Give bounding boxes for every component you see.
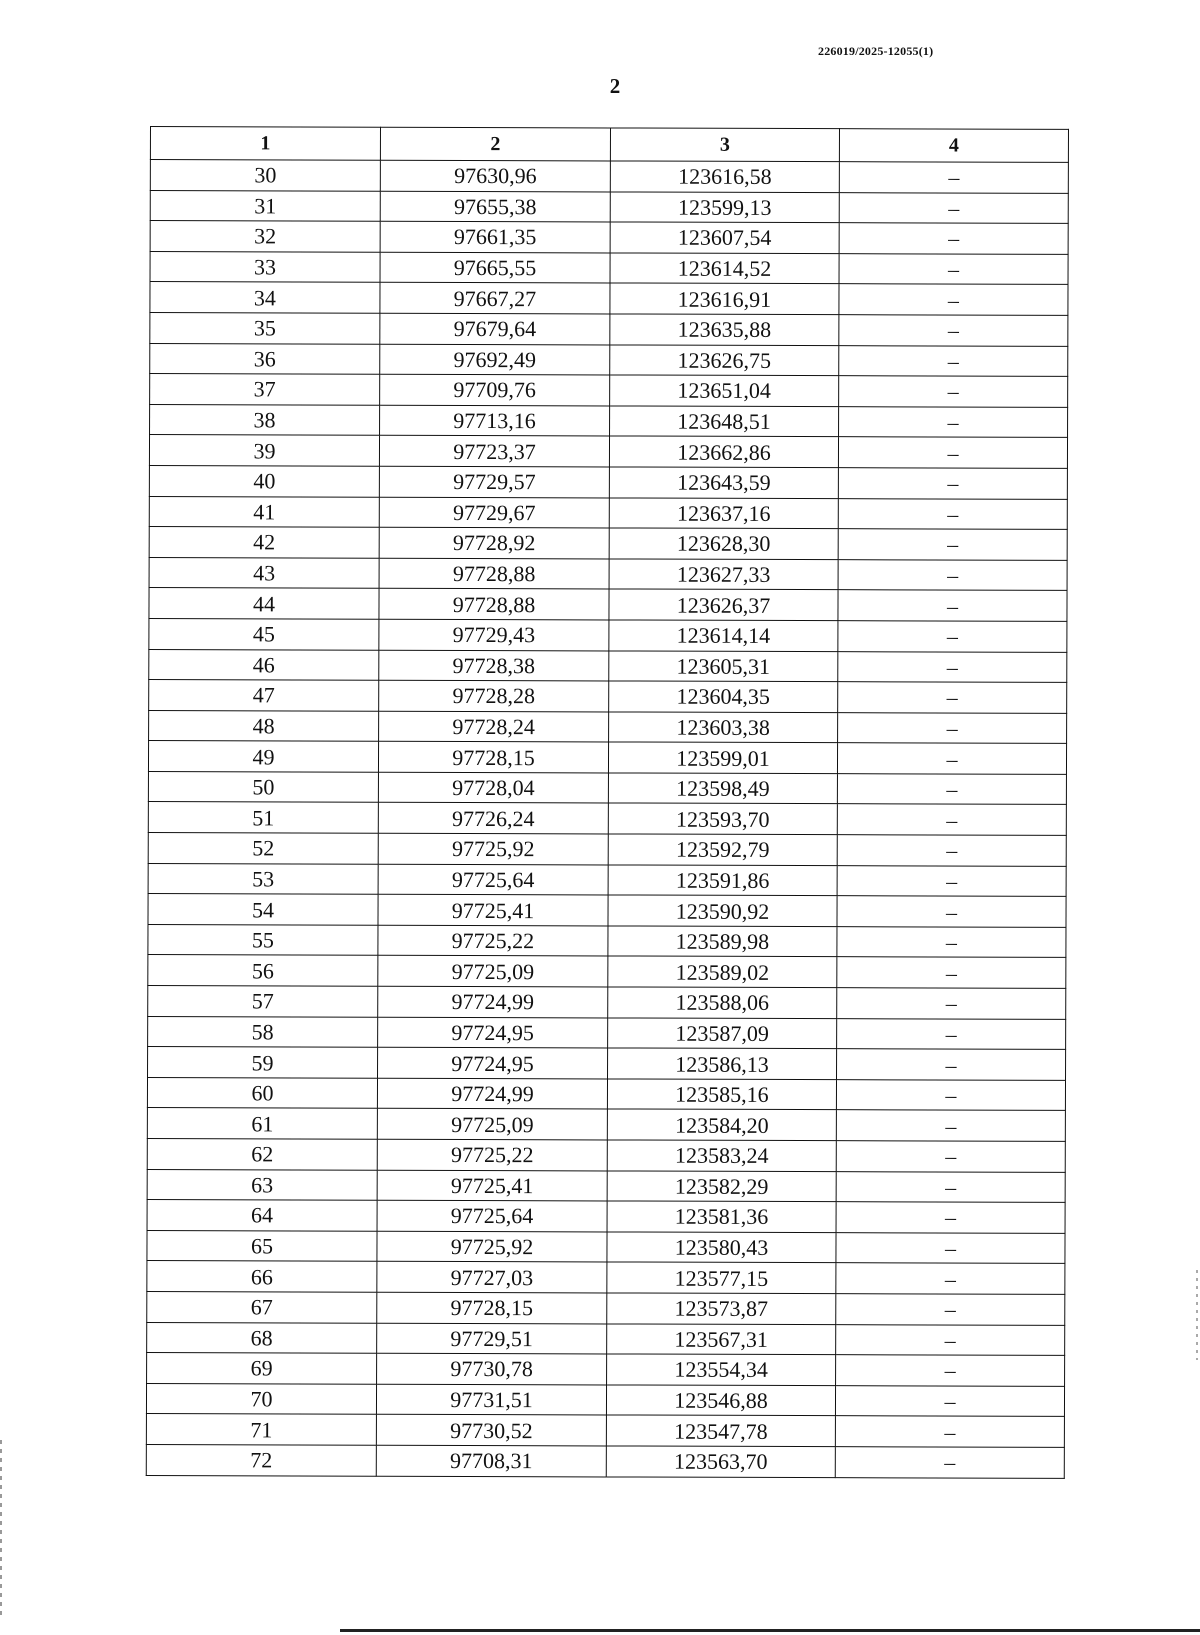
column-4-cell: – — [835, 1447, 1064, 1478]
column-header-2: 2 — [380, 127, 610, 161]
x-coordinate-cell: 97725,41 — [377, 1170, 607, 1201]
x-coordinate-cell: 97708,31 — [376, 1445, 606, 1476]
column-4-cell: – — [839, 223, 1068, 254]
table-row — [148, 986, 1066, 1019]
table-row — [149, 527, 1067, 560]
x-coordinate-cell: 97731,51 — [376, 1384, 606, 1415]
point-number-cell: 34 — [150, 282, 380, 313]
y-coordinate-cell: 123616,91 — [610, 283, 839, 314]
column-4-cell: – — [837, 896, 1066, 927]
column-4-cell: – — [838, 651, 1067, 682]
y-coordinate-cell: 123651,04 — [610, 375, 839, 406]
x-coordinate-cell: 97692,49 — [380, 344, 610, 375]
y-coordinate-cell: 123586,13 — [608, 1048, 837, 1079]
x-coordinate-cell: 97728,38 — [379, 650, 609, 681]
column-4-cell: – — [838, 529, 1067, 560]
point-number-cell: 42 — [149, 527, 379, 558]
point-number-cell: 51 — [148, 802, 378, 833]
column-header-4: 4 — [839, 129, 1068, 163]
column-4-cell: – — [836, 1355, 1065, 1386]
point-number-cell: 72 — [146, 1444, 376, 1475]
point-number-cell: 50 — [148, 771, 378, 802]
point-number-cell: 63 — [147, 1169, 377, 1200]
table-row — [147, 1169, 1065, 1202]
table-header-row — [150, 127, 1068, 163]
y-coordinate-cell: 123584,20 — [607, 1109, 836, 1140]
y-coordinate-cell: 123563,70 — [606, 1446, 835, 1477]
table-row — [148, 1016, 1066, 1049]
y-coordinate-cell: 123628,30 — [609, 528, 838, 559]
table-row — [148, 802, 1066, 835]
table-row — [148, 955, 1066, 988]
x-coordinate-cell: 97728,15 — [377, 1292, 607, 1323]
point-number-cell: 52 — [148, 833, 378, 864]
point-number-cell: 30 — [150, 160, 380, 191]
column-4-cell: – — [836, 1232, 1065, 1263]
scan-artifact-bottom-edge — [340, 1629, 1200, 1632]
y-coordinate-cell: 123589,98 — [608, 926, 837, 957]
x-coordinate-cell: 97729,43 — [379, 619, 609, 650]
y-coordinate-cell: 123583,24 — [607, 1140, 836, 1171]
table-row — [149, 557, 1067, 590]
y-coordinate-cell: 123587,09 — [608, 1018, 837, 1049]
x-coordinate-cell: 97724,99 — [378, 986, 608, 1017]
coordinates-table-container — [146, 126, 1072, 1478]
point-number-cell: 31 — [150, 190, 380, 221]
y-coordinate-cell: 123573,87 — [607, 1293, 836, 1324]
x-coordinate-cell: 97667,27 — [380, 283, 610, 314]
x-coordinate-cell: 97630,96 — [380, 160, 610, 191]
table-row — [149, 496, 1067, 529]
document-id: 226019/2025-12055(1) — [818, 44, 934, 58]
y-coordinate-cell: 123577,15 — [607, 1262, 836, 1293]
column-4-cell: – — [836, 1294, 1065, 1325]
y-coordinate-cell: 123582,29 — [607, 1171, 836, 1202]
column-4-cell: – — [837, 743, 1066, 774]
column-4-cell: – — [836, 1141, 1065, 1172]
table-row — [149, 710, 1067, 743]
y-coordinate-cell: 123591,86 — [608, 865, 837, 896]
y-coordinate-cell: 123605,31 — [609, 650, 838, 681]
y-coordinate-cell: 123567,31 — [607, 1324, 836, 1355]
table-row — [147, 1322, 1065, 1355]
x-coordinate-cell: 97713,16 — [380, 405, 610, 436]
y-coordinate-cell: 123546,88 — [606, 1385, 835, 1416]
point-number-cell: 33 — [150, 251, 380, 282]
x-coordinate-cell: 97725,92 — [378, 833, 608, 864]
x-coordinate-cell: 97725,09 — [378, 956, 608, 987]
y-coordinate-cell: 123554,34 — [607, 1354, 836, 1385]
point-number-cell: 49 — [148, 741, 378, 772]
table-row — [149, 435, 1067, 468]
point-number-cell: 59 — [148, 1047, 378, 1078]
column-4-cell: – — [838, 559, 1067, 590]
y-coordinate-cell: 123648,51 — [610, 406, 839, 437]
x-coordinate-cell: 97724,95 — [378, 1017, 608, 1048]
table-row — [147, 1291, 1065, 1324]
column-header-1: 1 — [150, 127, 380, 161]
x-coordinate-cell: 97727,03 — [377, 1262, 607, 1293]
y-coordinate-cell: 123607,54 — [610, 222, 839, 253]
table-row — [150, 282, 1068, 315]
table-row — [147, 1261, 1065, 1294]
x-coordinate-cell: 97729,51 — [377, 1323, 607, 1354]
point-number-cell: 71 — [146, 1414, 376, 1445]
y-coordinate-cell: 123635,88 — [610, 314, 839, 345]
column-4-cell: – — [837, 957, 1066, 988]
point-number-cell: 58 — [148, 1016, 378, 1047]
table-row — [149, 649, 1067, 682]
column-4-cell: – — [839, 284, 1068, 315]
y-coordinate-cell: 123588,06 — [608, 987, 837, 1018]
y-coordinate-cell: 123598,49 — [608, 773, 837, 804]
column-4-cell: – — [838, 712, 1067, 743]
x-coordinate-cell: 97725,64 — [378, 864, 608, 895]
point-number-cell: 53 — [148, 863, 378, 894]
table-row — [147, 1200, 1065, 1233]
column-4-cell: – — [835, 1416, 1064, 1447]
x-coordinate-cell: 97730,78 — [377, 1353, 607, 1384]
x-coordinate-cell: 97709,76 — [380, 374, 610, 405]
x-coordinate-cell: 97679,64 — [380, 313, 610, 344]
point-number-cell: 32 — [150, 221, 380, 252]
y-coordinate-cell: 123616,58 — [610, 161, 839, 192]
column-4-cell: – — [836, 1202, 1065, 1233]
column-4-cell: – — [838, 590, 1067, 621]
point-number-cell: 47 — [149, 680, 379, 711]
x-coordinate-cell: 97728,88 — [379, 558, 609, 589]
column-4-cell: – — [837, 804, 1066, 835]
x-coordinate-cell: 97728,15 — [378, 742, 608, 773]
table-row — [149, 465, 1067, 498]
y-coordinate-cell: 123590,92 — [608, 895, 837, 926]
table-row — [148, 741, 1066, 774]
point-number-cell: 68 — [147, 1322, 377, 1353]
column-4-cell: – — [837, 927, 1066, 958]
x-coordinate-cell: 97728,04 — [378, 772, 608, 803]
y-coordinate-cell: 123547,78 — [606, 1415, 835, 1446]
x-coordinate-cell: 97730,52 — [376, 1415, 606, 1446]
point-number-cell: 46 — [149, 649, 379, 680]
table-body — [146, 160, 1068, 1478]
table-row — [150, 190, 1068, 223]
column-4-cell: – — [837, 1018, 1066, 1049]
x-coordinate-cell: 97728,88 — [379, 589, 609, 620]
x-coordinate-cell: 97725,09 — [377, 1109, 607, 1140]
column-4-cell: – — [836, 1079, 1065, 1110]
point-number-cell: 57 — [148, 986, 378, 1017]
point-number-cell: 60 — [147, 1077, 377, 1108]
column-4-cell: – — [837, 774, 1066, 805]
column-4-cell: – — [838, 468, 1067, 499]
column-4-cell: – — [838, 682, 1067, 713]
point-number-cell: 36 — [150, 343, 380, 374]
column-4-cell: – — [839, 253, 1068, 284]
x-coordinate-cell: 97725,64 — [377, 1200, 607, 1231]
table-row — [150, 221, 1068, 254]
column-4-cell: – — [838, 437, 1067, 468]
point-number-cell: 41 — [149, 496, 379, 527]
table-row — [147, 1230, 1065, 1263]
y-coordinate-cell: 123626,37 — [609, 589, 838, 620]
x-coordinate-cell: 97729,67 — [379, 497, 609, 528]
point-number-cell: 64 — [147, 1200, 377, 1231]
x-coordinate-cell: 97728,28 — [379, 680, 609, 711]
x-coordinate-cell: 97725,92 — [377, 1231, 607, 1262]
point-number-cell: 35 — [150, 312, 380, 343]
column-4-cell: – — [837, 865, 1066, 896]
column-4-cell: – — [837, 988, 1066, 1019]
x-coordinate-cell: 97661,35 — [380, 221, 610, 252]
y-coordinate-cell: 123614,14 — [609, 620, 838, 651]
column-4-cell: – — [836, 1110, 1065, 1141]
column-4-cell: – — [835, 1385, 1064, 1416]
y-coordinate-cell: 123599,13 — [610, 192, 839, 223]
x-coordinate-cell: 97665,55 — [380, 252, 610, 283]
table-row — [150, 343, 1068, 376]
table-row — [148, 833, 1066, 866]
table-row — [149, 588, 1067, 621]
table-row — [146, 1414, 1064, 1447]
point-number-cell: 66 — [147, 1261, 377, 1292]
column-4-cell: – — [839, 376, 1068, 407]
point-number-cell: 69 — [147, 1353, 377, 1384]
y-coordinate-cell: 123626,75 — [610, 345, 839, 376]
column-4-cell: – — [838, 498, 1067, 529]
table-row — [148, 1047, 1066, 1080]
y-coordinate-cell: 123581,36 — [607, 1201, 836, 1232]
page-number: 2 — [609, 74, 621, 98]
table-row — [147, 1077, 1065, 1110]
point-number-cell: 44 — [149, 588, 379, 619]
point-number-cell: 43 — [149, 557, 379, 588]
table-row — [148, 924, 1066, 957]
point-number-cell: 61 — [147, 1108, 377, 1139]
point-number-cell: 65 — [147, 1230, 377, 1261]
column-4-cell: – — [838, 621, 1067, 652]
table-row — [146, 1444, 1064, 1477]
y-coordinate-cell: 123604,35 — [609, 681, 838, 712]
y-coordinate-cell: 123614,52 — [610, 253, 839, 284]
point-number-cell: 62 — [147, 1138, 377, 1169]
y-coordinate-cell: 123599,01 — [608, 742, 837, 773]
column-4-cell: – — [837, 835, 1066, 866]
x-coordinate-cell: 97724,95 — [378, 1047, 608, 1078]
table-row — [149, 618, 1067, 651]
column-4-cell: – — [839, 345, 1068, 376]
y-coordinate-cell: 123589,02 — [608, 956, 837, 987]
point-number-cell: 56 — [148, 955, 378, 986]
x-coordinate-cell: 97728,92 — [379, 527, 609, 558]
point-number-cell: 67 — [147, 1291, 377, 1322]
x-coordinate-cell: 97728,24 — [379, 711, 609, 742]
x-coordinate-cell: 97729,57 — [379, 466, 609, 497]
table-row — [147, 1138, 1065, 1171]
table-row — [148, 771, 1066, 804]
y-coordinate-cell: 123643,59 — [609, 467, 838, 498]
y-coordinate-cell: 123662,86 — [609, 436, 838, 467]
scan-artifact-right-edge — [1196, 1270, 1198, 1360]
point-number-cell: 70 — [146, 1383, 376, 1414]
point-number-cell: 39 — [149, 435, 379, 466]
x-coordinate-cell: 97725,41 — [378, 894, 608, 925]
y-coordinate-cell: 123592,79 — [608, 834, 837, 865]
y-coordinate-cell: 123593,70 — [608, 803, 837, 834]
column-4-cell: – — [839, 192, 1068, 223]
table-row — [148, 863, 1066, 896]
coordinates-table — [146, 126, 1069, 1478]
scan-artifact-left-edge — [0, 1440, 2, 1620]
table-row — [150, 374, 1068, 407]
column-4-cell: – — [836, 1263, 1065, 1294]
table-row — [148, 894, 1066, 927]
table-row — [147, 1108, 1065, 1141]
table-row — [150, 160, 1068, 193]
column-4-cell: – — [839, 315, 1068, 346]
column-4-cell: – — [836, 1171, 1065, 1202]
y-coordinate-cell: 123637,16 — [609, 497, 838, 528]
point-number-cell: 45 — [149, 618, 379, 649]
x-coordinate-cell: 97725,22 — [377, 1139, 607, 1170]
table-row — [147, 1353, 1065, 1386]
point-number-cell: 55 — [148, 924, 378, 955]
column-4-cell: – — [837, 1049, 1066, 1080]
y-coordinate-cell: 123585,16 — [607, 1079, 836, 1110]
x-coordinate-cell: 97723,37 — [379, 436, 609, 467]
y-coordinate-cell: 123627,33 — [609, 559, 838, 590]
point-number-cell: 38 — [150, 404, 380, 435]
y-coordinate-cell: 123580,43 — [607, 1232, 836, 1263]
point-number-cell: 40 — [149, 465, 379, 496]
table-row — [149, 680, 1067, 713]
column-4-cell: – — [839, 162, 1068, 193]
table-row — [150, 404, 1068, 437]
point-number-cell: 37 — [150, 374, 380, 405]
table-row — [146, 1383, 1064, 1416]
x-coordinate-cell: 97724,99 — [377, 1078, 607, 1109]
column-4-cell: – — [836, 1324, 1065, 1355]
column-header-3: 3 — [610, 128, 839, 162]
y-coordinate-cell: 123603,38 — [609, 712, 838, 743]
table-row — [150, 312, 1068, 345]
x-coordinate-cell: 97726,24 — [378, 803, 608, 834]
table-row — [150, 251, 1068, 284]
point-number-cell: 54 — [148, 894, 378, 925]
x-coordinate-cell: 97725,22 — [378, 925, 608, 956]
x-coordinate-cell: 97655,38 — [380, 191, 610, 222]
column-4-cell: – — [839, 406, 1068, 437]
point-number-cell: 48 — [149, 710, 379, 741]
